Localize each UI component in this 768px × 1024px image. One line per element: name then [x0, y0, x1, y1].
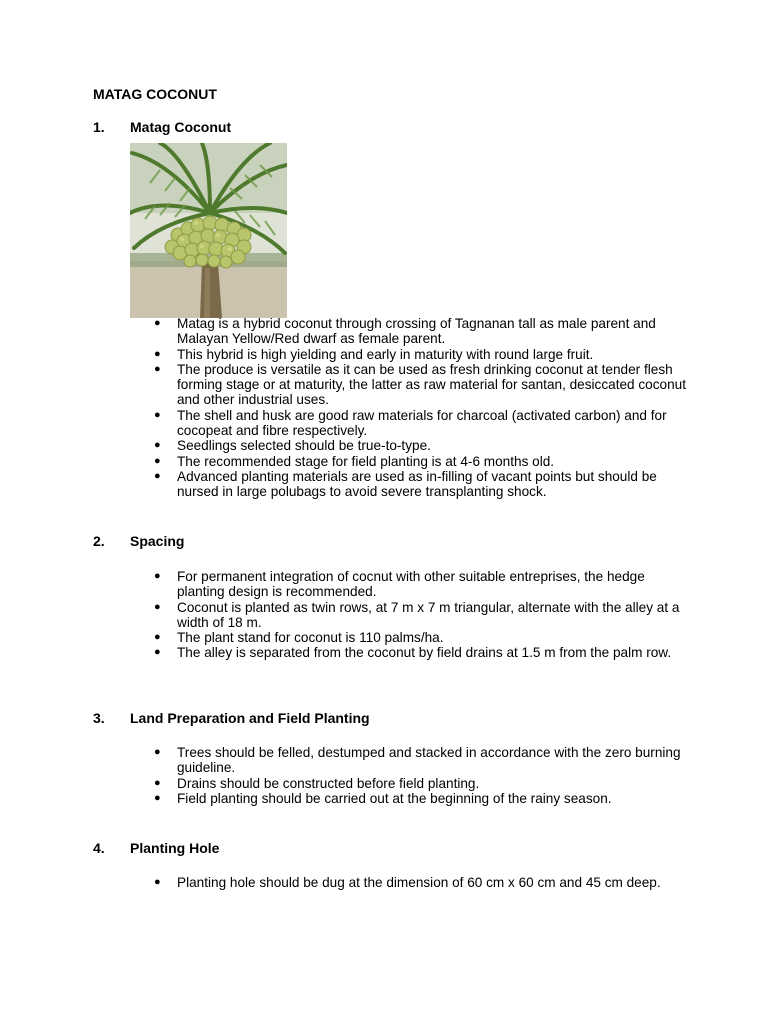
section-heading [93, 710, 713, 726]
section-spacing [93, 533, 713, 683]
bullet-icon: ● [154, 570, 161, 582]
list-item: ● The produce is versatile as it can be used as fresh drinking coconut at tender flesh forming stage or at maturity, the latter as raw material for santan, desiccated coconut and other industrial uses. [154, 361, 686, 408]
list-item: ● Field planting should be carried out at the beginning of the rainy season. [154, 790, 612, 806]
section-planting-hole [93, 840, 713, 900]
section-heading [93, 119, 713, 135]
bullet-icon: ● [154, 408, 161, 421]
section-title: Planting Hole [130, 840, 220, 856]
list-item: ● Drains should be constructed before field planting. [154, 775, 480, 791]
document-title: MATAG COCONUT [93, 86, 217, 102]
list-item: ● The shell and husk are good raw materials for charcoal (activated carbon) and for cocopeat and fibre respectively. [154, 407, 667, 439]
bullet-icon: ● [154, 600, 161, 613]
bullet-icon: ● [154, 791, 161, 804]
list-item: ● Advanced planting materials are used as in-filling of vacant points but should be nursed in large polubags to avoid severe transplanting shock. [154, 468, 657, 500]
bullet-icon: ● [154, 454, 161, 467]
section-title: Matag Coconut [130, 119, 232, 135]
list-item: ● Seedlings selected should be true-to-type. [154, 438, 431, 454]
bullet-icon: ● [154, 469, 161, 482]
list-item: ● Matag is a hybrid coconut through crossing of Tagnanan tall as male parent and Malayan Yellow/Red dwarf as female parent. [154, 316, 656, 347]
bullet-icon: ● [154, 746, 161, 758]
bullet-list [151, 875, 696, 890]
bullet-icon: ● [154, 347, 161, 360]
bullet-icon: ● [154, 776, 161, 789]
bullet-icon: ● [154, 362, 161, 375]
section-number: 1. [93, 119, 105, 135]
section-land-preparation [93, 710, 713, 820]
bullet-icon: ● [154, 439, 161, 452]
list-item: ● Planting hole should be dug at the dimension of 60 cm x 60 cm and 45 cm deep. [154, 875, 661, 890]
list-item: ● Coconut is planted as twin rows, at 7 m x 7 m triangular, alternate with the alley at a width of 18 m. [154, 599, 680, 630]
bullet-list [151, 316, 696, 500]
coconut-palm-photo [130, 143, 287, 318]
bullet-icon: ● [154, 317, 161, 329]
section-title: Spacing [130, 533, 185, 549]
bullet-icon: ● [154, 631, 161, 644]
section-matag-coconut [93, 119, 713, 509]
coconut-palm-icon [130, 143, 287, 318]
bullet-icon: ● [154, 646, 161, 659]
bullet-list [151, 569, 696, 661]
section-number: 3. [93, 710, 105, 726]
list-item: ● This hybrid is high yielding and early in maturity with round large fruit. [154, 346, 594, 362]
list-item: ● Trees should be felled, destumped and stacked in accordance with the zero burning guideline. [154, 745, 681, 776]
bullet-icon: ● [154, 876, 161, 888]
bullet-list [151, 745, 696, 806]
section-number: 4. [93, 840, 105, 856]
section-number: 2. [93, 533, 105, 549]
section-heading [93, 533, 713, 549]
section-heading [93, 840, 713, 856]
list-item: ● For permanent integration of cocnut with other suitable entreprises, the hedge planting design is recommended. [154, 569, 645, 600]
list-item: ● The alley is separated from the coconut by field drains at 1.5 m from the palm row. [154, 645, 672, 661]
section-title: Land Preparation and Field Planting [130, 710, 370, 726]
list-item: ● The recommended stage for field planting is at 4-6 months old. [154, 453, 555, 469]
list-item: ● The plant stand for coconut is 110 palms/ha. [154, 630, 444, 646]
